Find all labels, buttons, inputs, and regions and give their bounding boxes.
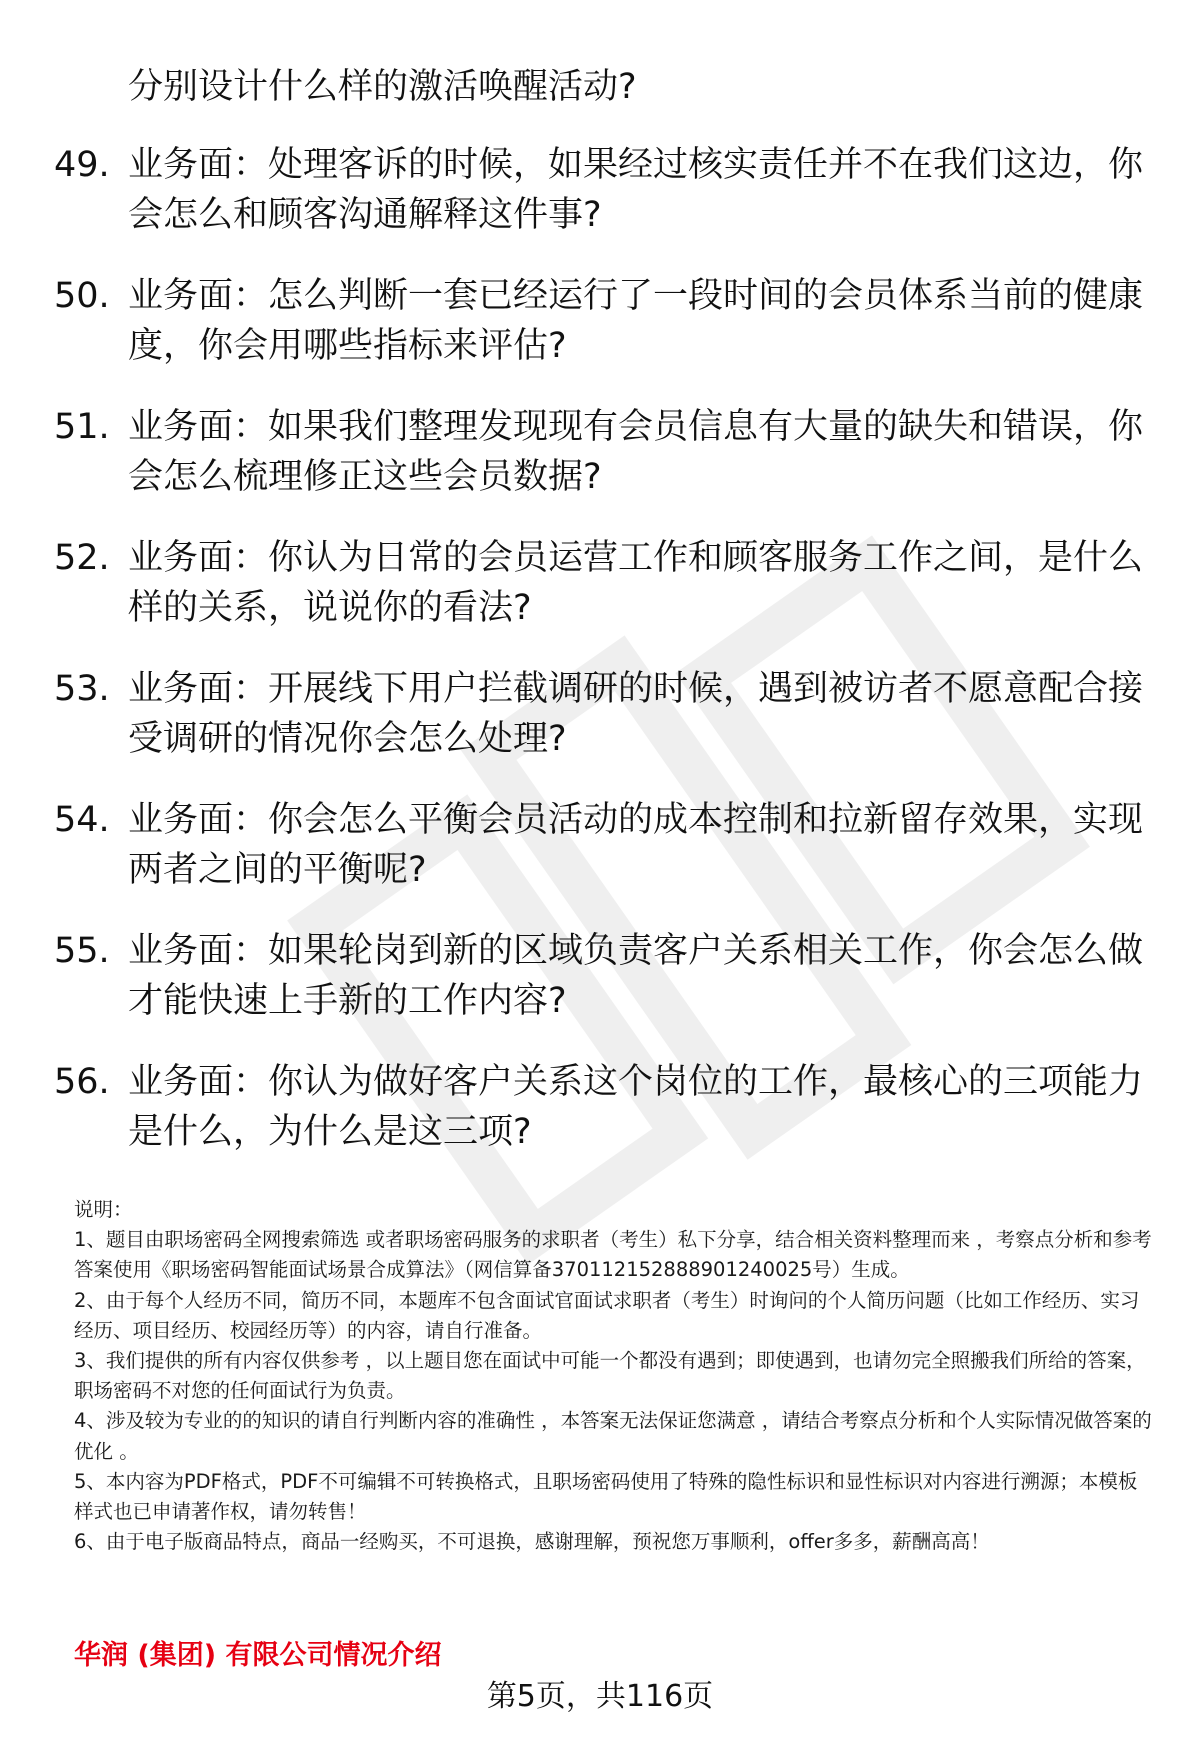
question-text: 业务面：如果轮岗到新的区域负责客户关系相关工作，你会怎么做才能快速上手新的工作内容? <box>128 931 1144 1021</box>
question-number: 52. <box>54 538 110 578</box>
question-item <box>0 402 1200 533</box>
note-item: 2、由于每个人经历不同，简历不同，本题库不包含面试官面试求职者（考生）时询问的个人简历问题（比如工作经历、实习经历、项目经历、校园经历等）的内容，请自行准备。 <box>74 1288 1140 1342</box>
note-item: 4、涉及较为专业的的知识的请自行判断内容的准确性 ，本答案无法保证您满意 ，请结合考察点分析和个人实际情况做答案的优化 。 <box>74 1409 1152 1463</box>
question-number: 49. <box>54 145 110 185</box>
question-item <box>0 664 1200 795</box>
question-item <box>0 795 1200 926</box>
note-item: 1、题目由职场密码全网搜索筛选 或者职场密码服务的求职者（考生）私下分享，结合相关资料整理而来 ，考察点分析和参考答案使用《职场密码智能面试场景合成算法》（网信算备370112152888901240025号）生成。 <box>74 1228 1152 1282</box>
notes-section <box>74 1195 1154 1557</box>
question-continuation: 分别设计什么样的激活唤醒活动? <box>128 67 637 107</box>
question-text: 业务面：如果我们整理发现现有会员信息有大量的缺失和错误，你会怎么梳理修正这些会员数据? <box>128 407 1144 497</box>
question-number: 53. <box>54 669 110 709</box>
question-text: 业务面：处理客诉的时候，如果经过核实责任并不在我们这边，你会怎么和顾客沟通解释这件事? <box>128 145 1144 235</box>
question-number: 54. <box>54 800 110 840</box>
note-item: 6、由于电子版商品特点，商品一经购买，不可退换，感谢理解，预祝您万事顺利，offer多多，薪酬高高！ <box>74 1530 990 1554</box>
question-text: 业务面：你认为做好客户关系这个岗位的工作，最核心的三项能力是什么，为什么是这三项? <box>128 1062 1144 1152</box>
question-item <box>0 271 1200 402</box>
page-number: 第5页，共116页 <box>486 1679 714 1714</box>
note-item: 3、我们提供的所有内容仅供参考 ，以上题目您在面试中可能一个都没有遇到；即使遇到，也请勿完全照搬我们所给的答案，职场密码不对您的任何面试行为负责。 <box>74 1349 1146 1403</box>
question-text: 业务面：你会怎么平衡会员活动的成本控制和拉新留存效果，实现两者之间的平衡呢? <box>128 800 1144 890</box>
question-list <box>0 140 1200 1188</box>
company-intro-heading: 华润 (集团) 有限公司情况介绍 <box>74 1640 442 1671</box>
question-text: 业务面：你认为日常的会员运营工作和顾客服务工作之间，是什么样的关系，说说你的看法? <box>128 538 1144 628</box>
question-item <box>0 533 1200 664</box>
notes-heading: 说明： <box>74 1198 133 1221</box>
question-number: 55. <box>54 931 110 971</box>
question-item <box>0 926 1200 1057</box>
question-number: 50. <box>54 276 110 316</box>
question-item <box>0 1057 1200 1188</box>
question-text: 业务面：开展线下用户拦截调研的时候，遇到被访者不愿意配合接受调研的情况你会怎么处理? <box>128 669 1144 759</box>
question-item <box>0 140 1200 271</box>
question-text: 业务面：怎么判断一套已经运行了一段时间的会员体系当前的健康度，你会用哪些指标来评估? <box>128 276 1144 366</box>
question-number: 56. <box>54 1062 110 1102</box>
question-number: 51. <box>54 407 110 447</box>
note-item: 5、本内容为PDF格式，PDF不可编辑不可转换格式，且职场密码使用了特殊的隐性标识和显性标识对内容进行溯源；本模板样式也已申请著作权，请勿转售！ <box>74 1469 1138 1524</box>
